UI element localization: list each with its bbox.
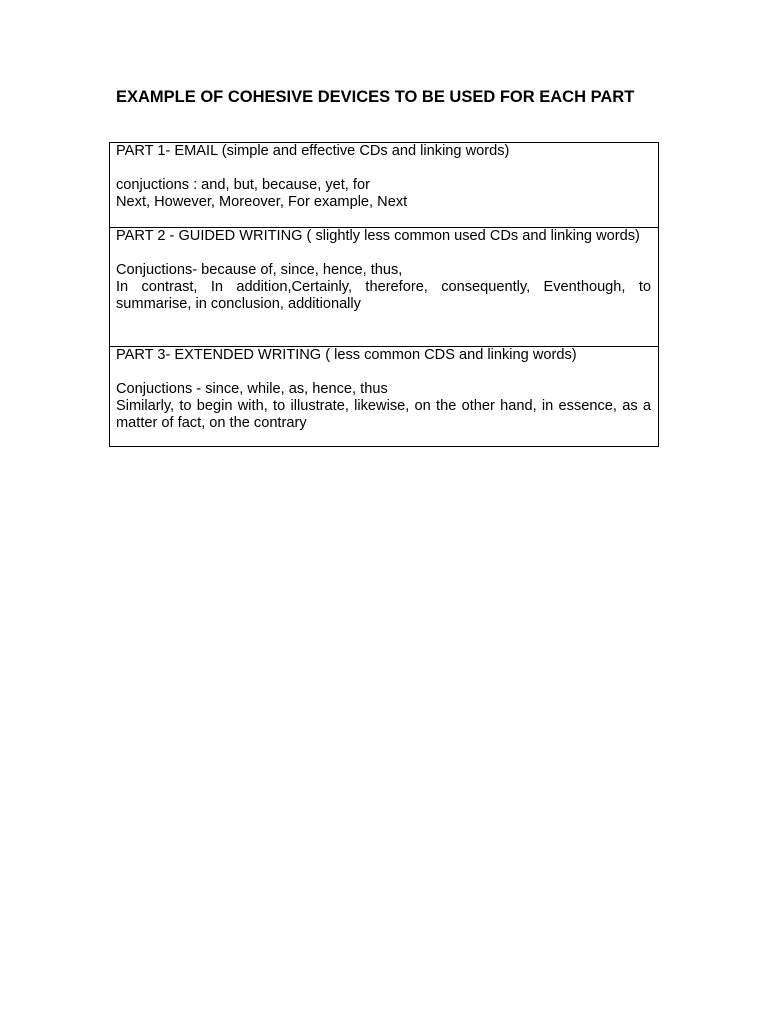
cell-content bbox=[110, 143, 658, 227]
table-cell-part-3 bbox=[110, 347, 659, 447]
table-row-part-1 bbox=[110, 143, 659, 228]
conjunctions-text: conjuctions : and, but, because, yet, for bbox=[116, 177, 370, 193]
linking-words-text: Similarly, to begin with, to illustrate, likewise, on the other hand, in essence, as a matter of fact, on the contrary bbox=[116, 398, 651, 431]
paragraph-spacer bbox=[116, 160, 651, 177]
paragraph-spacer bbox=[116, 364, 651, 381]
cell-content bbox=[110, 347, 658, 446]
table-cell-part-1 bbox=[110, 143, 659, 228]
part-heading: PART 1- EMAIL (simple and effective CDs and linking words) bbox=[116, 143, 510, 159]
conjunctions-text: Conjuctions - since, while, as, hence, thus bbox=[116, 381, 388, 397]
linking-words-text: Next, However, Moreover, For example, Next bbox=[116, 194, 408, 210]
table-row-part-3 bbox=[110, 347, 659, 447]
table-row-part-2 bbox=[110, 228, 659, 347]
cohesive-devices-table bbox=[109, 142, 659, 447]
page-title: EXAMPLE OF COHESIVE DEVICES TO BE USED FOR EACH PART bbox=[116, 88, 635, 106]
conjunctions-text: Conjuctions- because of, since, hence, thus, bbox=[116, 262, 403, 278]
cell-content bbox=[110, 228, 658, 346]
part-heading: PART 3- EXTENDED WRITING ( less common CDS and linking words) bbox=[116, 347, 577, 363]
paragraph-spacer bbox=[116, 245, 651, 262]
linking-words-text: In contrast, In addition,Certainly, therefore, consequently, Eventhough, to summarise, in conclusion, additionally bbox=[116, 279, 651, 312]
table-cell-part-2 bbox=[110, 228, 659, 347]
part-heading: PART 2 - GUIDED WRITING ( slightly less common used CDs and linking words) bbox=[116, 228, 640, 244]
